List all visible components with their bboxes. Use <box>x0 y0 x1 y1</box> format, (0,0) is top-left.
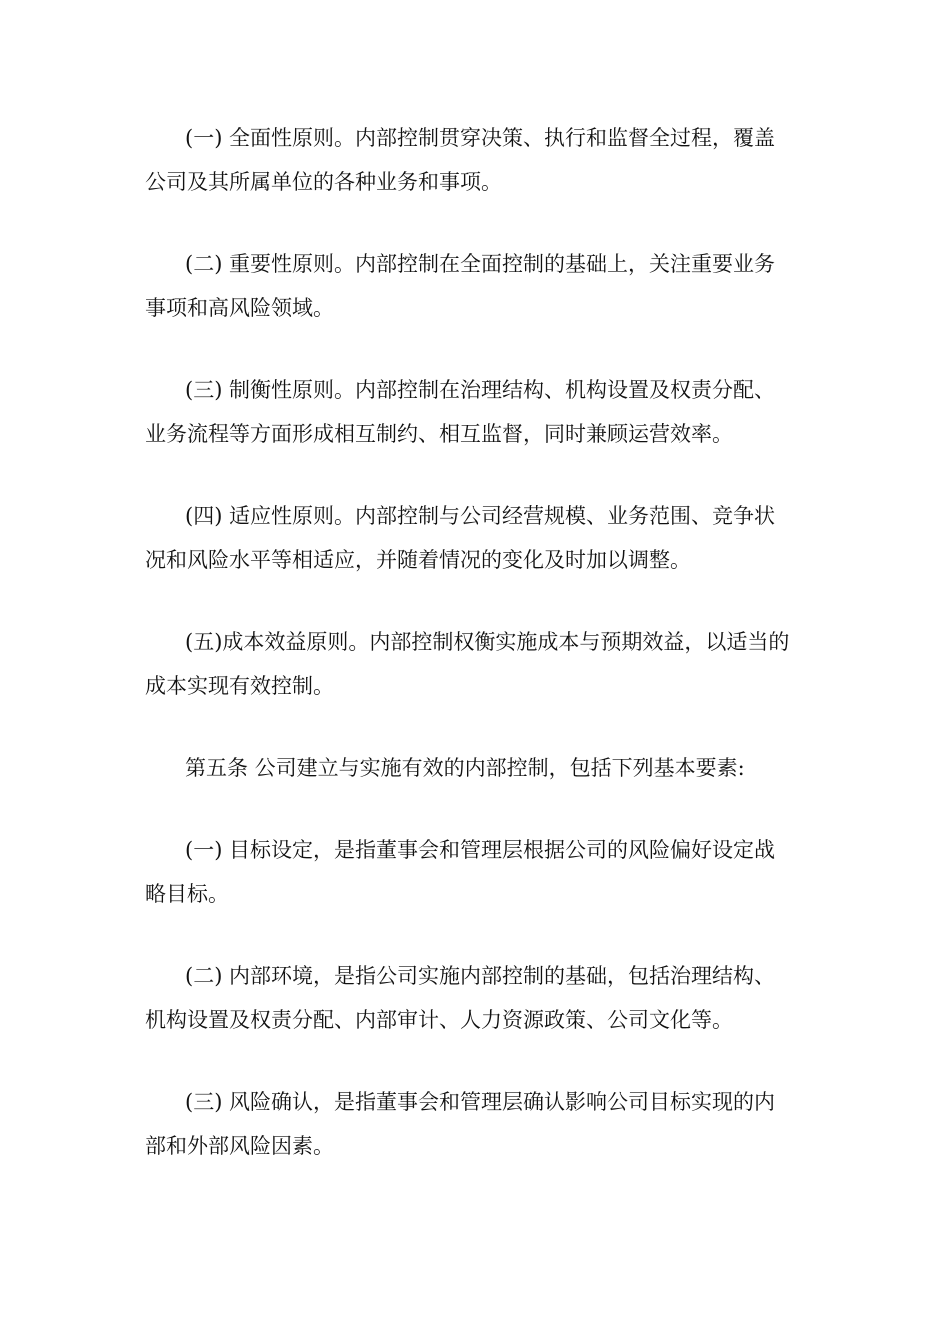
paragraph-line: 事项和高风险领域。 <box>145 296 334 320</box>
paragraph-line: (一) 目标设定，是指董事会和管理层根据公司的风险偏好设定战 <box>185 838 776 862</box>
paragraph-line: (三) 风险确认，是指董事会和管理层确认影响公司目标实现的内 <box>185 1090 776 1114</box>
paragraph-line: 成本实现有效控制。 <box>145 674 334 698</box>
paragraph-line: 机构设置及权责分配、内部审计、人力资源政策、公司文化等。 <box>145 1008 733 1032</box>
paragraph-line: 公司及其所属单位的各种业务和事项。 <box>145 170 502 194</box>
paragraph-principle-cost-benefit <box>145 620 810 708</box>
paragraph-element-objective-setting <box>145 828 810 916</box>
paragraph-line: (一) 全面性原则。内部控制贯穿决策、执行和监督全过程，覆盖 <box>185 126 776 150</box>
document-body <box>145 116 810 1206</box>
paragraph-line: (二) 内部环境，是指公司实施内部控制的基础，包括治理结构、 <box>185 964 776 988</box>
paragraph-line: 况和风险水平等相适应，并随着情况的变化及时加以调整。 <box>145 548 691 572</box>
paragraph-line: (三) 制衡性原则。内部控制在治理结构、机构设置及权责分配、 <box>185 378 776 402</box>
paragraph-line: 第五条 公司建立与实施有效的内部控制，包括下列基本要素: <box>185 756 745 780</box>
paragraph-line: (五)成本效益原则。内部控制权衡实施成本与预期效益，以适当的 <box>185 630 790 654</box>
paragraph-principle-comprehensive <box>145 116 810 204</box>
paragraph-principle-importance <box>145 242 810 330</box>
paragraph-element-risk-identification <box>145 1080 810 1168</box>
paragraph-element-internal-environment <box>145 954 810 1042</box>
paragraph-principle-adaptability <box>145 494 810 582</box>
paragraph-line: (四) 适应性原则。内部控制与公司经营规模、业务范围、竞争状 <box>185 504 776 528</box>
paragraph-article-five <box>145 746 810 790</box>
paragraph-principle-checks-balances <box>145 368 810 456</box>
paragraph-line: 部和外部风险因素。 <box>145 1134 334 1158</box>
paragraph-line: (二) 重要性原则。内部控制在全面控制的基础上，关注重要业务 <box>185 252 776 276</box>
paragraph-line: 业务流程等方面形成相互制约、相互监督，同时兼顾运营效率。 <box>145 422 733 446</box>
paragraph-line: 略目标。 <box>145 882 229 906</box>
